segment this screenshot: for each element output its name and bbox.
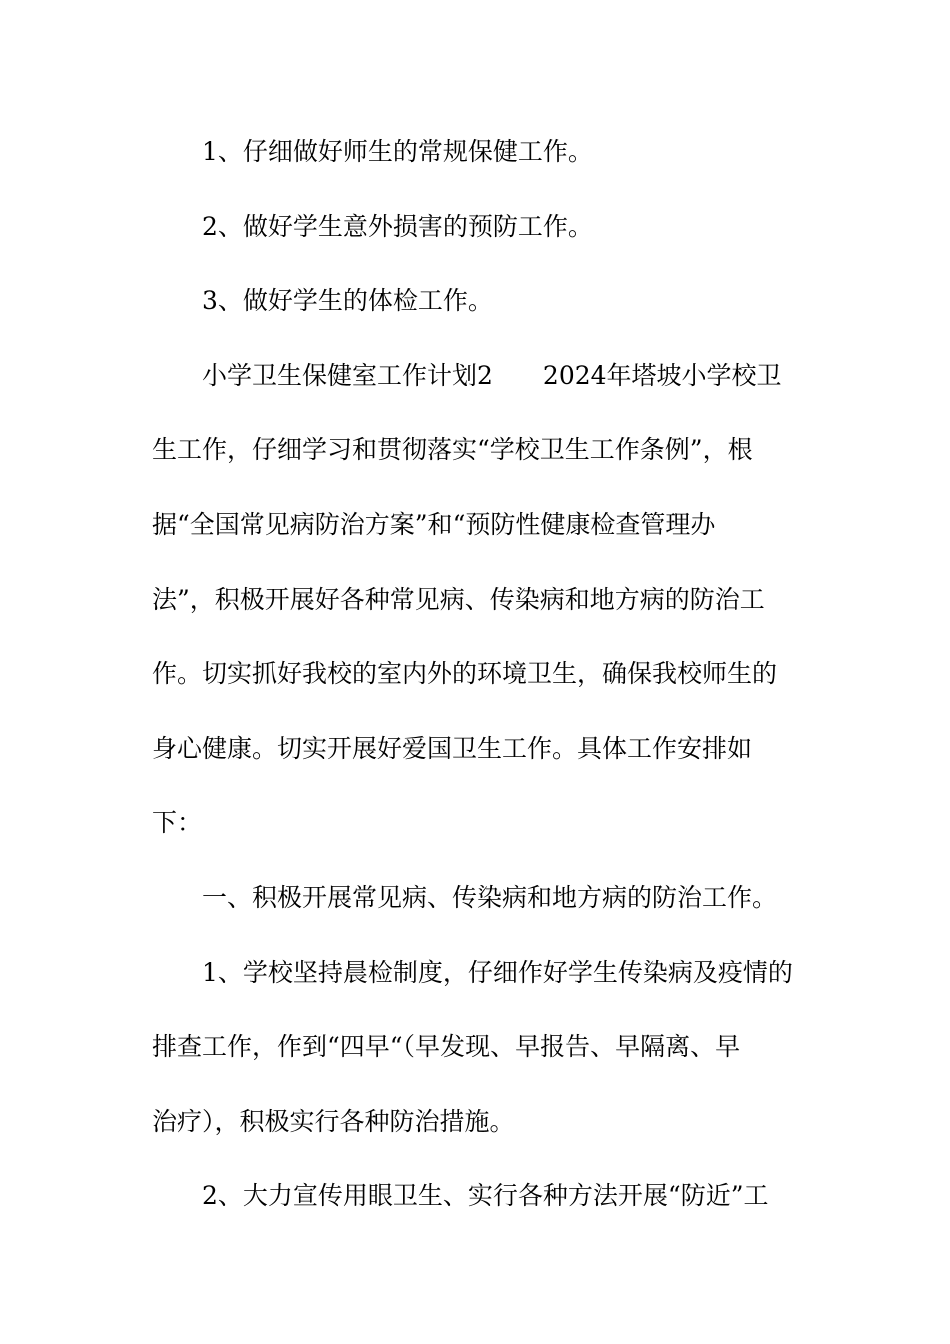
item-3-physical-exam: 3、做好学生的体检工作。 — [202, 286, 493, 315]
paragraph-line: 身心健康。切实开展好爱国卫生工作。具体工作安排如 — [152, 734, 753, 763]
paragraph-line: 治疗），积极实行各种防治措施。 — [152, 1107, 515, 1136]
paragraph-line: 据“全国常见病防治方案”和“预防性健康检查管理办 — [152, 510, 716, 539]
sub-item-2-eye-hygiene: 2、大力宣传用眼卫生、实行各种方法开展“防近”工 — [202, 1181, 769, 1210]
paragraph-line: 作。切实抓好我校的室内外的环境卫生，确保我校师生的 — [152, 659, 778, 688]
section-heading-1: 一、积极开展常见病、传染病和地方病的防治工作。 — [202, 883, 778, 912]
paragraph-line: 生工作，仔细学习和贯彻落实“学校卫生工作条例”，根 — [152, 435, 753, 464]
paragraph-line: 法”，积极开展好各种常见病、传染病和地方病的防治工 — [152, 585, 765, 614]
item-1-routine-health: 1、仔细做好师生的常规保健工作。 — [202, 137, 593, 166]
paragraph-plan-title-line: 小学卫生保健室工作计划2 2024年塔坡小学校卫 — [202, 361, 782, 390]
sub-item-1-morning-check: 1、学校坚持晨检制度，仔细作好学生传染病及疫情的 — [202, 958, 793, 987]
item-2-injury-prevention: 2、做好学生意外损害的预防工作。 — [202, 212, 593, 241]
paragraph-line: 排查工作，作到“四早“（早发现、早报告、早隔离、早 — [152, 1032, 741, 1061]
paragraph-line: 下： — [152, 808, 203, 837]
